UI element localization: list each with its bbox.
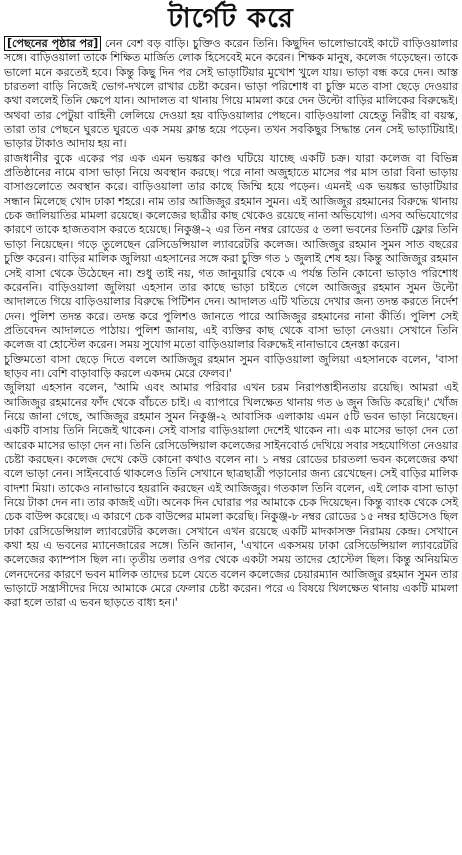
article-paragraph-4: জুলিয়া এহসান বলেন, 'আমি এবং আমার পরিবার এখন চরম নিরাপত্তাহীনতায় রয়েছি। আমরা এই আজিজুর রহমানের ফাঁদ থেকে বাঁচতে চাই। এ ব্যাপারে খিলক্ষেত থানায় গত ৬ জুন জিডি করেছি।' খোঁজ নিয়ে জানা গেছে, আজিজুর রহমান সুমন নিকুঞ্জ-২ আবাসিক এলাকায় এমন ৫টি ভবন ভাড়া নিয়েছেন। একটি বাসায় তিনি নিজেই থাকেন। সেই বাসার বাড়িওয়ালা দেশেই থাকেন না। এক মাসের ভাড়া দেন তো আরেক মাসের ভাড়া দেন না। তিনি রেসিডেন্সিয়াল কলেজের সাইনবোর্ড দেখিয়ে সবার সহযোগিতা নেওয়ার চেষ্টা করছেন। কলেজ দেখে কেউ কোনো কথাও বলেন না। ১ নম্বর রোডের চারতলা ভবন কলেজের কথা বলে ভাড়া নেন। সাইনবোর্ড থাকলেও তিনি সেখানে ছাত্রছাত্রী পড়ানোর জন্য রেখেছেন। সেই বাড়ির মালিক বাদশা মিয়া। তাকেও নানাভাবে হয়রানি করছেন এই আজিজুর। গতকাল তিনি বলেন, এই লোক বাসা ভাড়া নিয়ে টাকা দেন না। তার কাজই এটা। অনেক দিন ঘোরার পর আমাকে চেক দিয়েছেন। কিন্তু ব্যাংক থেকে সেই চেক বাউন্স করেছে। এ কারণে চেক বাউন্সের মামলা করেছি। নিকুঞ্জ-৮ নম্বর রোডের ১৫ নম্বর হাউসেও ছিল ঢাকা রেসিডেন্সিয়াল ল্যাবরেটরি কলেজ। সেখানে এখন রয়েছে একটি মাদকাসক্ত নিরাময় কেন্দ্র। সেখানে কথা হয় এ ভবনের ম্যানেজারের সঙ্গে। তিনি জানান, 'এখানে একসময় ঢাকা রেসিডেন্সিয়াল ল্যাবরেটরি কলেজের ক্যাম্পাস ছিল না। তৃতীয় তলার ওপর থেকে একটা সময় তাদের হোস্টেল ছিল। কিন্তু অনিয়মিত লেনদেনের কারণে ভবন মালিক তাদের চলে যেতে বলেন কলেজের চেয়ারম্যান আজিজুর রহমান সুমন তার ভাড়াটে সন্ত্রাসীদের দিয়ে আমাকে মেরে ফেলার চেষ্টা করেন। পরে এ বিষয়ে খিলক্ষেত থানায় একটি মামলা করা হলে তারা এ ভবন ছাড়তে বাধ্য হন।' (4, 381, 458, 610)
article-paragraph-1 (4, 37, 458, 152)
article-body (4, 37, 458, 611)
headline: টার্গেট করে (168, 3, 294, 34)
paragraph-text: নেন বেশ বড় বাড়ি। চুক্তিও করেন তিনি। কিছুদিন ভালোভাবেই কাটে বাড়িওয়ালার সঙ্গে। বাড়িওয়ালা তাকে শিক্ষিত মার্জিত লোক হিসেবেই মনে করেন। শিক্ষক মানুষ, কলেজ গড়েছেন। তাকে ভালো মনে করতেই হবে। কিন্তু কিছু দিন পর সেই ভাড়াটিয়ার মুখোশ খুলে যায়। ভাড়া বন্ধ করে দেন। আস্ত চারতলা বাড়ি নিজেই ভোগ-দখলে রাখার চেষ্টা করেন। ভাড়া পরিশোধ বা চুক্তি মতে বাসা ছেড়ে দেওয়ার কথা বললেই তিনি ক্ষেপে যান। আদালত বা থানায় গিয়ে মামলা করে দেন উল্টো বাড়ির মালিকের বিরুদ্ধেই। অথবা তার পেটুয়া বাহিনী লেলিয়ে দেওয়া হয় বাড়িওয়ালার পেছনে। বাড়িওয়ালা যেহেতু নিরীহ বা বয়স্ক, তারা তার পেছনে ঘুরতে ঘুরতে এক সময় ক্লান্ত হয়ে পড়েন। তখন সবকিছুর সিদ্ধান্ত নেন সেই ভাড়াটিয়াই। ভাড়ার টাকাও আদায় হয় না। (4, 37, 458, 151)
article-paragraph-2: রাজধানীর বুকে একের পর এক এমন ভয়ঙ্কর কাণ্ড ঘটিয়ে যাচ্ছে একটি চক্র। যারা কলেজ বা বিভিন্ন প্রতিষ্ঠানের নামে বাসা ভাড়া নিয়ে অবস্থান করছে। পরে নানা অজুহাতে মাসের পর মাস তারা বিনা ভাড়ায় বাসাগুলোতে অবস্থান করে। বাড়িওয়ালা তার কাছে জিম্মি হয়ে পড়েন। এমনই এক ভয়ঙ্কর ভাড়াটিয়ার সন্ধান মিলেছে খোদ ঢাকা শহরে। নাম তার আজিজুর রহমান সুমন। এই আজিজুর রহমানের বিরুদ্ধে থানায় চেক জালিয়াতির মামলা রয়েছে। কলেজের ছাত্রীর কাছ থেকেও রয়েছে নানা অভিযোগ। এসব অভিযোগের কারণে তাকে হাজতবাস করতে হয়েছে। নিকুঞ্জ-২ এর তিন নম্বর রোডের ৫ তলা ভবনের তিনটি ফ্লোর তিনি ভাড়া নিয়েছেন। গড়ে তুলেছেন রেসিডেন্সিয়াল ল্যাবরেটরি কলেজ। আজিজুর রহমান সুমন সাত বছরের চুক্তি করেন। বাড়ির মালিক জুলিয়া এহসানের সঙ্গে করা চুক্তি গত ১ জুলাই শেষ হয়। কিন্তু আজিজুর রহমান সেই বাসা থেকে উঠেছেন না। শুধু তাই নয়, গত জানুয়ারি থেকে এ পর্যন্ত তিনি কোনো ভাড়াও পরিশোধ করেননি। বাড়িওয়ালা জুলিয়া এহসান তার কাছে ভাড়া চাইতে গেলে আজিজুর রহমান সুমন উল্টো আদালতে গিয়ে বাড়িওয়ালার বিরুদ্ধে পিটিশন দেন। আদালত এটি খতিয়ে দেখার জন্য তদন্ত করতে নির্দেশ দেন। পুলিশ তদন্ত করে। তদন্ত করে পুলিশও জানতে পারে আজিজুর রহমানের নানা কীর্তি। পুলিশ সেই প্রতিবেদন আদালতে পাঠায়। পুলিশ জানায়, এই ব্যক্তির কাছ থেকে বাসা ভাড়া নেওয়া। সেখানে তিনি কলেজ বা হোস্টেল করেন। সময় সুযোগ মতো বাড়িওয়ালার বিরুদ্ধেই নানাভাবে হেনস্তা করেন। (4, 151, 458, 352)
continued-tag: [পেছনের পৃষ্ঠার পর] (4, 36, 101, 51)
article-paragraph-3: চুক্তিমতো বাসা ছেড়ে দিতে বললে আজিজুর রহমান সুমন বাড়িওয়ালা জুলিয়া এহসানকে বলেন, 'বাসা ছাড়ব না। বেশি বাড়াবাড়ি করলে একদম মেরে ফেলব।' (4, 352, 458, 380)
